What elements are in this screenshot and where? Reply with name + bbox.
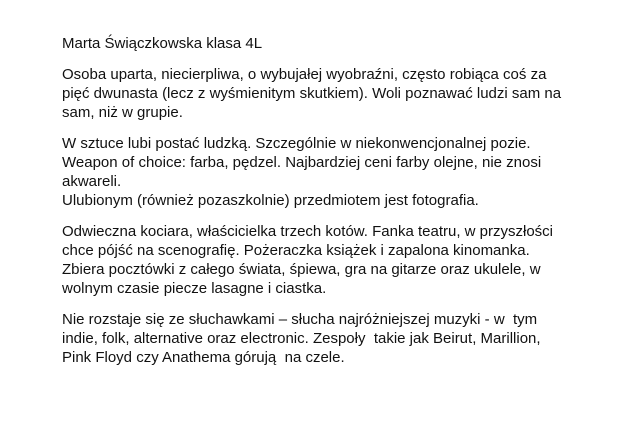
- document-page: [62, 34, 622, 379]
- paragraph-personality: [62, 65, 622, 122]
- text-line: Weapon of choice: farba, pędzel. Najbardziej ceni farby olejne, nie znosi: [62, 154, 542, 171]
- text-line: Odwieczna kociara, właścicielka trzech kotów. Fanka teatru, w przyszłości: [62, 223, 554, 240]
- text-line: Nie rozstaje się ze słuchawkami – słucha najróżniejszej muzyki - w tym: [62, 311, 538, 328]
- text-line: sam, niż w grupie.: [62, 104, 183, 121]
- document-title: Marta Świączkowska klasa 4L: [62, 35, 263, 52]
- text-line: indie, folk, alternative oraz electronic. Zespoły takie jak Beirut, Marillion,: [62, 330, 541, 347]
- paragraph-hobbies: [62, 222, 622, 298]
- text-line: akwareli.: [62, 173, 122, 190]
- paragraph-music: [62, 310, 622, 367]
- text-line: W sztuce lubi postać ludzką. Szczególnie w niekonwencjonalnej pozie.: [62, 135, 531, 152]
- text-line: wolnym czasie piecze lasagne i ciastka.: [62, 280, 327, 297]
- text-line: chce pójść na scenografię. Pożeraczka książek i zapalona kinomanka.: [62, 242, 530, 259]
- text-line: Osoba uparta, niecierpliwa, o wybujałej wyobraźni, często robiąca coś za: [62, 66, 547, 83]
- text-line: Pink Floyd czy Anathema górują na czele.: [62, 349, 345, 366]
- text-line: Zbiera pocztówki z całego świata, śpiewa, gra na gitarze oraz ukulele, w: [62, 261, 541, 278]
- text-line: pięć dwunasta (lecz z wyśmienitym skutkiem). Woli poznawać ludzi sam na: [62, 85, 562, 102]
- paragraph-art: [62, 134, 622, 210]
- text-line: Ulubionym (również pozaszkolnie) przedmiotem jest fotografia.: [62, 192, 479, 209]
